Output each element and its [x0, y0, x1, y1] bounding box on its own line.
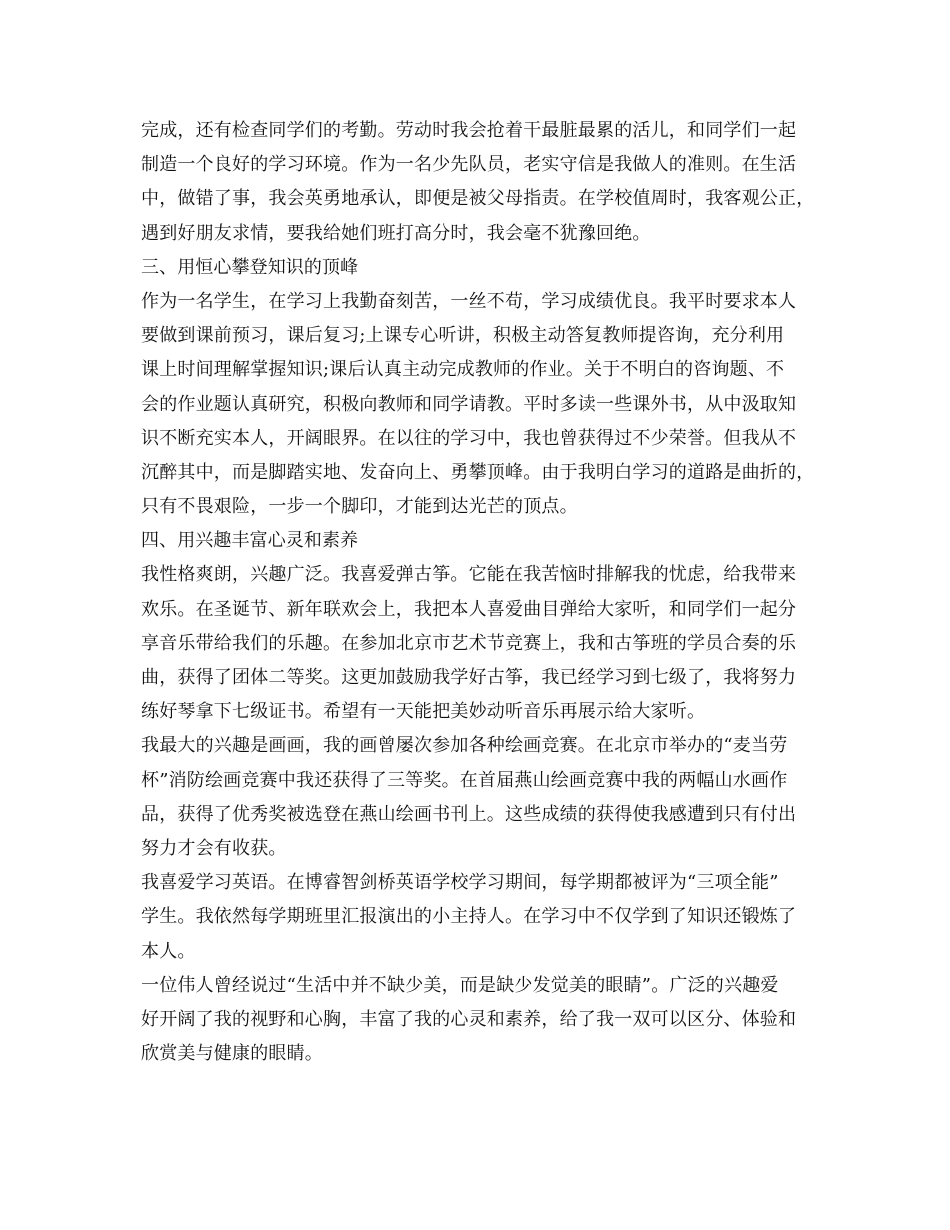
- paragraph-line: 遇到好朋友求情，要我给她们班打高分时，我会毫不犹豫回绝。: [141, 222, 651, 244]
- paragraph-line: 品，获得了优秀奖被选登在燕山绘画书刊上。这些成绩的获得使我感遭到只有付出: [141, 803, 797, 825]
- paragraph-line: 课上时间理解掌握知识;课后认真主动完成教师的作业。关于不明白的咨询题、不: [141, 359, 785, 381]
- paragraph-line: 欢乐。在圣诞节、新年联欢会上，我把本人喜爱曲目弹给大家听，和同学们一起分: [141, 598, 797, 620]
- paragraph-line: 我最大的兴趣是画画，我的画曾屡次参加各种绘画竞赛。在北京市举办的“麦当劳: [141, 735, 788, 757]
- paragraph-line: 完成，还有检查同学们的考勤。劳动时我会抢着干最脏最累的活儿，和同学们一起: [141, 120, 797, 141]
- paragraph-line: 享音乐带给我们的乐趣。在参加北京市艺术节竞赛上，我和古筝班的学员合奏的乐: [141, 632, 797, 654]
- paragraph-line: 欣赏美与健康的眼睛。: [141, 1043, 323, 1065]
- paragraph-line: 沉醉其中，而是脚踏实地、发奋向上、勇攀顶峰。由于我明白学习的道路是曲折的，: [141, 461, 815, 483]
- paragraph-line: 制造一个良好的学习环境。作为一名少先队员，老实守信是我做人的准则。在生活: [141, 154, 797, 176]
- paragraph-line: 只有不畏艰险，一步一个脚印，才能到达光芒的顶点。: [141, 496, 578, 518]
- paragraph-line: 我喜爱学习英语。在博睿智剑桥英语学校学习期间，每学期都被评为“三项全能”: [141, 872, 779, 894]
- paragraph-line: 我性格爽朗，兴趣广泛。我喜爱弹古筝。它能在我苦恼时排解我的忧虑，给我带来: [141, 564, 797, 586]
- paragraph-line: 努力才会有收获。: [141, 837, 287, 859]
- paragraph-line: 本人。: [141, 940, 196, 962]
- paragraph-line: 中，做错了事，我会英勇地承认，即便是被父母指责。在学校值周时，我客观公正，: [141, 188, 815, 210]
- paragraph-line: 杯”消防绘画竞赛中我还获得了三等奖。在首届燕山绘画竞赛中我的两幅山水画作: [141, 769, 788, 791]
- paragraph-line: 好开阔了我的视野和心胸，丰富了我的心灵和素养，给了我一双可以区分、体验和: [141, 1008, 797, 1030]
- paragraph-line: 会的作业题认真研究，积极向教师和同学请教。平时多读一些课外书，从中汲取知: [141, 393, 797, 415]
- section-heading: 三、用恒心攀登知识的顶峰: [141, 256, 359, 278]
- paragraph-line: 练好琴拿下七级证书。希望有一天能把美妙动听音乐再展示给大家听。: [141, 701, 706, 723]
- paragraph-line: 识不断充实本人，开阔眼界。在以往的学习中，我也曾获得过不少荣誉。但我从不: [141, 427, 797, 449]
- paragraph-line: 曲，获得了团体二等奖。这更加鼓励我学好古筝，我已经学习到七级了，我将努力: [141, 667, 797, 688]
- paragraph-line: 一位伟人曾经说过“生活中并不缺少美，而是缺少发觉美的眼睛”。广泛的兴趣爱: [141, 974, 779, 996]
- paragraph-line: 学生。我依然每学期班里汇报演出的小主持人。在学习中不仅学到了知识还锻炼了: [141, 906, 797, 928]
- paragraph-line: 要做到课前预习，课后复习;上课专心听讲，积极主动答复教师提咨询，充分利用: [141, 325, 785, 347]
- document-body: [141, 114, 821, 1071]
- section-heading: 四、用兴趣丰富心灵和素养: [141, 530, 359, 552]
- paragraph-line: 作为一名学生，在学习上我勤奋刻苦，一丝不苟，学习成绩优良。我平时要求本人: [141, 290, 797, 312]
